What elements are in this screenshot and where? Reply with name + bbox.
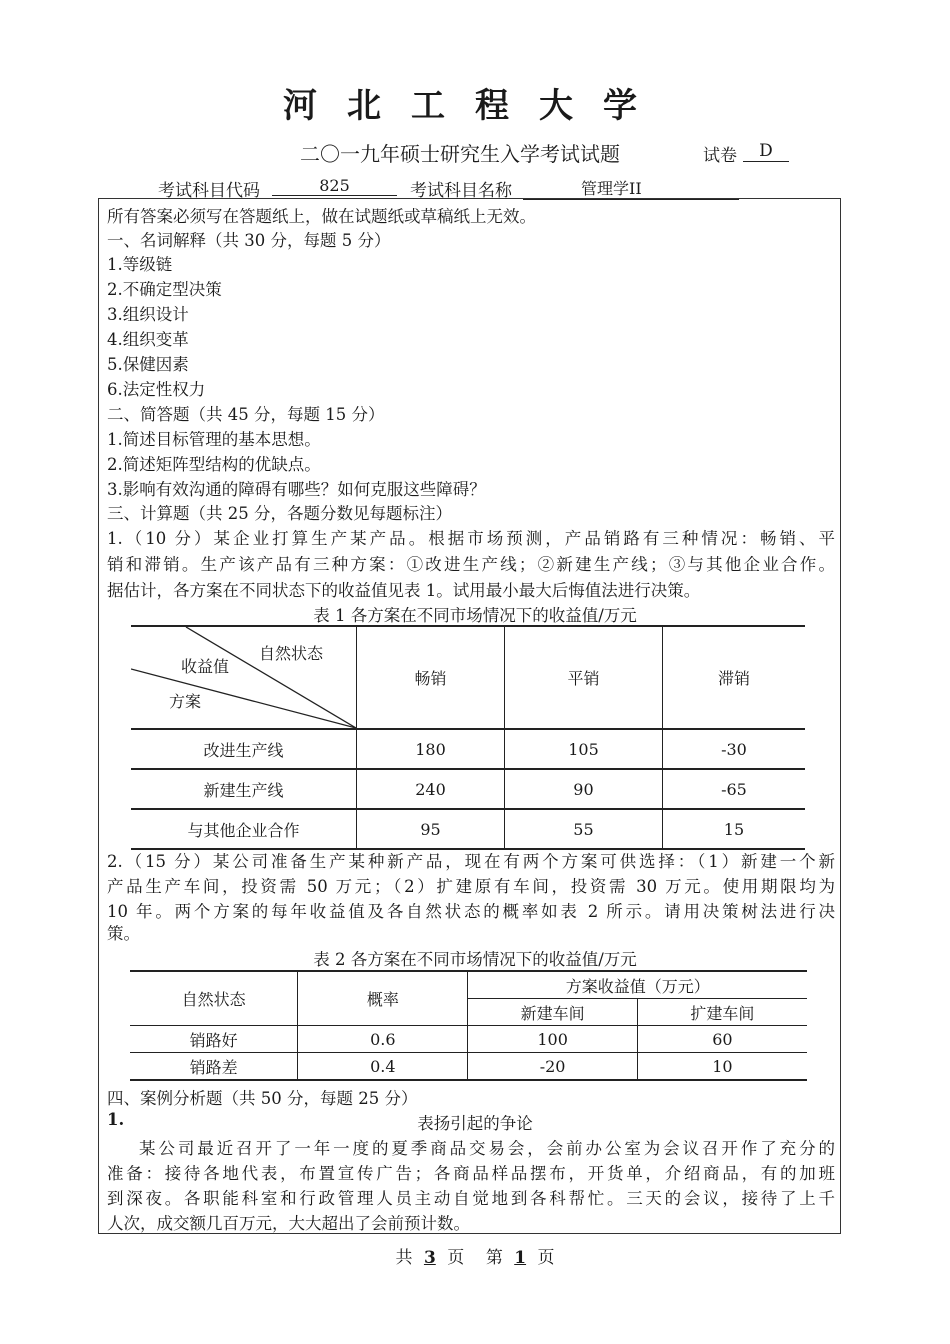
table1-col-header: 平销 [505, 626, 663, 729]
corner-plan-label: 方案 [169, 692, 202, 711]
q1-line: 据估计，各方案在不同状态下的收益值见表 1。试用最小最大后悔值法进行决策。 [107, 581, 701, 600]
table-row [131, 729, 805, 769]
table2-caption: 表 2 各方案在不同市场情况下的收益值/万元 [313, 950, 637, 969]
case-title: 表扬引起的争论 [417, 1114, 533, 1133]
footer-total-suffix: 页 [447, 1248, 465, 1268]
table1-col-header: 畅销 [357, 626, 505, 729]
q1-line: 1.（10 分）某企业打算生产某产品。根据市场预测，产品销路有三种情况：畅销、平 [107, 529, 835, 548]
section4-title: 四、案例分析题（共 50 分，每题 25 分） [107, 1089, 418, 1108]
table2-col-group: 方案收益值（万元） [468, 971, 807, 999]
table2-prob: 0.6 [298, 1026, 468, 1053]
table1-cell: 240 [357, 769, 505, 809]
paper-label: 试卷 [703, 146, 737, 166]
table1-col-header: 滞销 [662, 626, 805, 729]
table2-prob: 0.4 [298, 1053, 468, 1081]
section1-item: 1.等级链 [107, 255, 173, 274]
case-line: 准备：接待各地代表，布置宣传广告；各商品样品摆布，开货单，介绍商品，有的加班 [107, 1164, 835, 1183]
table1-caption: 表 1 各方案在不同市场情况下的收益值/万元 [313, 606, 637, 625]
table2-expand: 10 [637, 1053, 807, 1081]
university-title: 河北工程大学 [283, 86, 667, 126]
table1-cell: 15 [662, 809, 805, 849]
table2-new: -20 [468, 1053, 637, 1081]
q2-line: 2.（15 分）某公司准备生产某种新产品，现在有两个方案可供选择：（1）新建一个新 [107, 852, 835, 871]
table1-cell: -65 [662, 769, 805, 809]
page-footer [0, 1243, 950, 1268]
footer-total-prefix: 共 [395, 1248, 413, 1268]
table2-col-state: 自然状态 [130, 971, 298, 1026]
subject-code-label: 考试科目代码 [158, 181, 260, 201]
table2-new: 100 [468, 1026, 637, 1053]
subject-code-value: 825 [272, 176, 397, 196]
section2-item: 1.简述目标管理的基本思想。 [107, 430, 321, 449]
footer-page-prefix: 第 [485, 1248, 503, 1268]
table2-sub-new: 新建车间 [468, 999, 637, 1026]
table1-cell: 105 [505, 729, 663, 769]
section2-title: 二、简答题（共 45 分，每题 15 分） [107, 405, 385, 424]
paper-value: D [743, 141, 789, 162]
table-row [131, 769, 805, 809]
section2-item: 3.影响有效沟通的障碍有哪些？如何克服这些障碍？ [107, 480, 486, 499]
exam-title: 二〇一九年硕士研究生入学考试试题 [300, 142, 620, 166]
table1-cell: 90 [505, 769, 663, 809]
table1-plan: 与其他企业合作 [131, 809, 357, 849]
table2-sub-expand: 扩建车间 [637, 999, 807, 1026]
section3-title: 三、计算题（共 25 分，各题分数见每题标注） [107, 504, 452, 523]
section2-item: 2.简述矩阵型结构的优缺点。 [107, 455, 321, 474]
section1-item: 5.保健因素 [107, 355, 189, 374]
footer-page-number: 1 [514, 1248, 527, 1268]
table2-col-prob: 概率 [298, 971, 468, 1026]
table1-cell: 180 [357, 729, 505, 769]
case-number: 1. [107, 1110, 125, 1129]
case-line: 人次，成交额几百万元，大大超出了会前预计数。 [107, 1214, 470, 1233]
section1-item: 6.法定性权力 [107, 380, 206, 399]
table1-plan: 新建生产线 [131, 769, 357, 809]
table-row [130, 1026, 807, 1053]
section1-item: 3.组织设计 [107, 305, 189, 324]
case-line: 到深夜。各职能科室和行政管理人员主动自觉地到各科帮忙。三天的会议，接待了上千 [107, 1189, 835, 1208]
table1-cell: 95 [357, 809, 505, 849]
notice: 所有答案必须写在答题纸上，做在试题纸或草稿纸上无效。 [107, 207, 536, 226]
table2-expand: 60 [637, 1026, 807, 1053]
q2-line: 策。 [107, 924, 140, 943]
footer-page-suffix: 页 [537, 1248, 555, 1268]
footer-total-pages: 3 [423, 1248, 436, 1268]
table1-cell: -30 [662, 729, 805, 769]
corner-state-label: 自然状态 [259, 644, 324, 663]
table2-state: 销路差 [130, 1053, 298, 1081]
table-row [131, 809, 805, 849]
table1-plan: 改进生产线 [131, 729, 357, 769]
corner-value-label: 收益值 [181, 657, 230, 676]
q2-line: 产品生产车间，投资需 50 万元；（2）扩建原有车间，投资需 30 万元。使用期限均为 [107, 877, 835, 896]
table1-corner [131, 626, 357, 729]
table2 [130, 970, 807, 1081]
section1-item: 2.不确定型决策 [107, 280, 222, 299]
case-line: 某公司最近召开了一年一度的夏季商品交易会，会前办公室为会议召开作了充分的 [139, 1139, 835, 1158]
section1-title: 一、名词解释（共 30 分，每题 5 分） [107, 231, 391, 250]
table2-state: 销路好 [130, 1026, 298, 1053]
q2-line: 10 年。两个方案的每年收益值及各自然状态的概率如表 2 所示。请用决策树法进行决 [107, 902, 835, 921]
table1-cell: 55 [505, 809, 663, 849]
q1-line: 销和滞销。生产该产品有三种方案：①改进生产线；②新建生产线；③与其他企业合作。 [107, 555, 835, 574]
section1-item: 4.组织变革 [107, 330, 189, 349]
subject-name-label: 考试科目名称 [410, 181, 512, 201]
table1 [131, 625, 805, 850]
subject-name-value: 管理学II [523, 176, 739, 200]
table-row [130, 1053, 807, 1081]
